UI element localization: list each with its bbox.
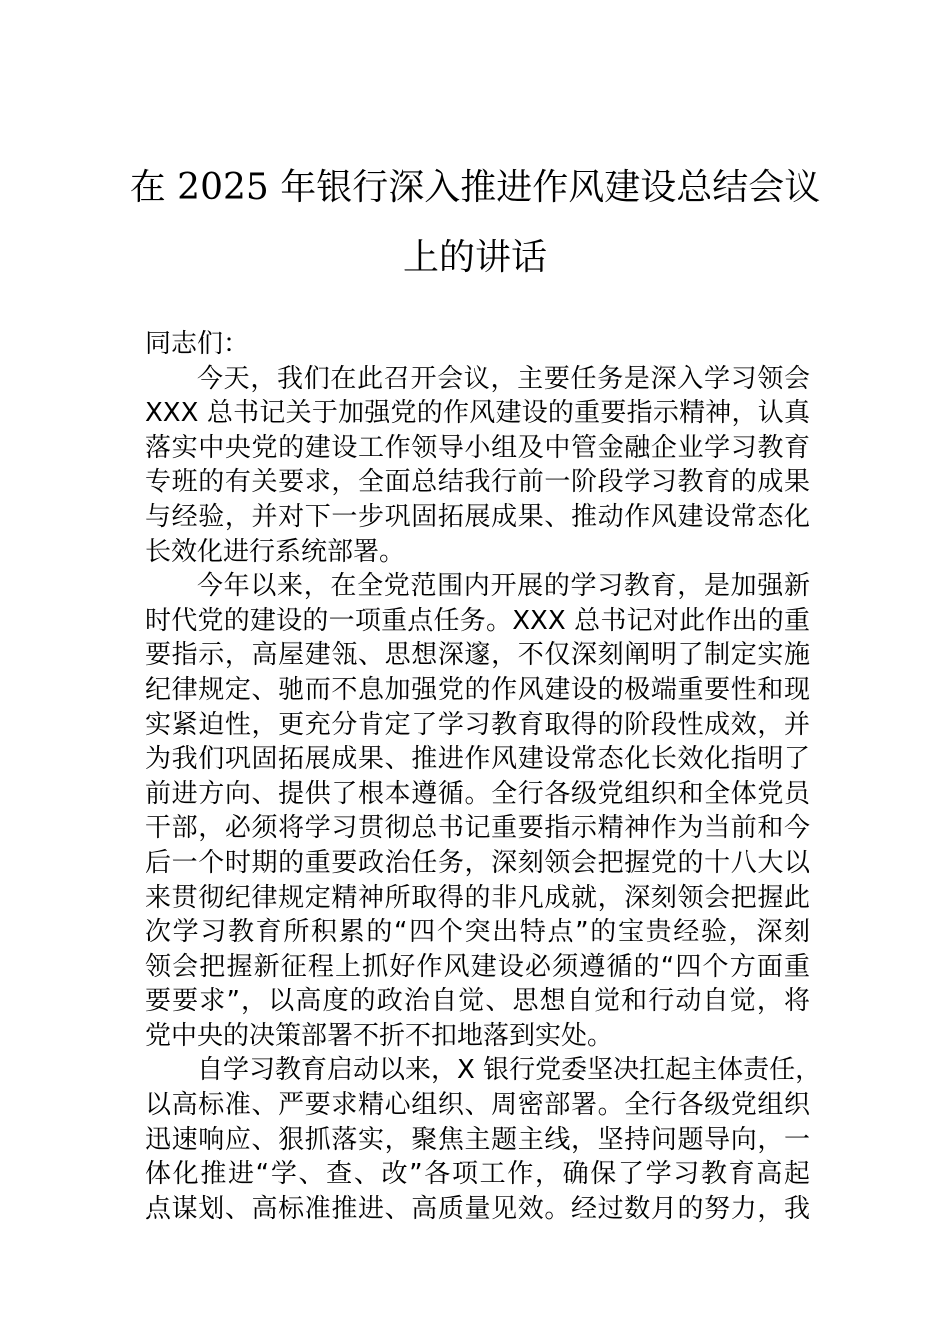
paragraph-2-line: 党中央的决策部署不折不扣地落到实处。 [145,1020,614,1051]
paragraph-2-line: 领会把握新征程上抓好作风建设必须遵循的“四个方面重 [145,951,810,982]
paragraph-3-line: 自学习教育启动以来，X 银行党委坚决扛起主体责任， [197,1055,822,1086]
salutation: 同志们： [145,329,250,359]
paragraph-1-line: 专班的有关要求，全面总结我行前一阶段学习教育的成果 [145,467,810,498]
paragraph-1-line: XXX 总书记关于加强党的作风建设的重要指示精神，认真 [145,398,810,429]
paragraph-3-line: 以高标准、严要求精心组织、周密部署。全行各级党组织 [145,1090,810,1121]
paragraph-3-line: 点谋划、高标准推进、高质量见效。经过数月的努力，我 [145,1193,810,1224]
paragraph-1-line: 落实中央党的建设工作领导小组及中管金融企业学习教育 [145,432,810,463]
paragraph-2-line: 前进方向、提供了根本遵循。全行各级党组织和全体党员 [145,778,810,809]
paragraph-2-line: 实紧迫性，更充分肯定了学习教育取得的阶段性成效，并 [145,709,810,740]
paragraph-2-line: 后一个时期的重要政治任务，深刻领会把握党的十八大以 [145,847,810,878]
paragraph-2-line: 干部，必须将学习贯彻总书记重要指示精神作为当前和今 [145,813,810,844]
paragraph-1-line: 与经验，并对下一步巩固拓展成果、推动作风建设常态化 [145,501,810,532]
paragraph-2-line: 要指示，高屋建瓴、思想深邃，不仅深刻阐明了制定实施 [145,640,810,671]
paragraph-1-line: 长效化进行系统部署。 [145,536,406,567]
paragraph-3-line: 体化推进“学、查、改”各项工作，确保了学习教育高起 [145,1159,810,1190]
paragraph-3-line: 迅速响应、狠抓落实，聚焦主题主线，坚持问题导向，一 [145,1124,810,1155]
paragraph-2-line: 要要求”，以高度的政治自觉、思想自觉和行动自觉，将 [145,986,810,1017]
paragraph-2-line: 时代党的建设的一项重点任务。XXX 总书记对此作出的重 [145,605,810,636]
paragraph-2-line: 今年以来，在全党范围内开展的学习教育，是加强新 [197,571,810,602]
paragraph-2-line: 次学习教育所积累的“四个突出特点”的宝贵经验，深刻 [145,917,810,948]
document-title-line-2: 上的讲话 [402,237,547,278]
paragraph-1-line: 今天，我们在此召开会议，主要任务是深入学习领会 [197,363,810,394]
paragraph-2-line: 为我们巩固拓展成果、推进作风建设常态化长效化指明了 [145,744,810,775]
paragraph-2-line: 来贯彻纪律规定精神所取得的非凡成就，深刻领会把握此 [145,882,810,913]
document-body [145,327,822,1226]
document-title-line-1: 在 2025 年银行深入推进作风建设总结会议 [129,167,821,208]
paragraph-2-line: 纪律规定、驰而不息加强党的作风建设的极端重要性和现 [145,674,810,705]
